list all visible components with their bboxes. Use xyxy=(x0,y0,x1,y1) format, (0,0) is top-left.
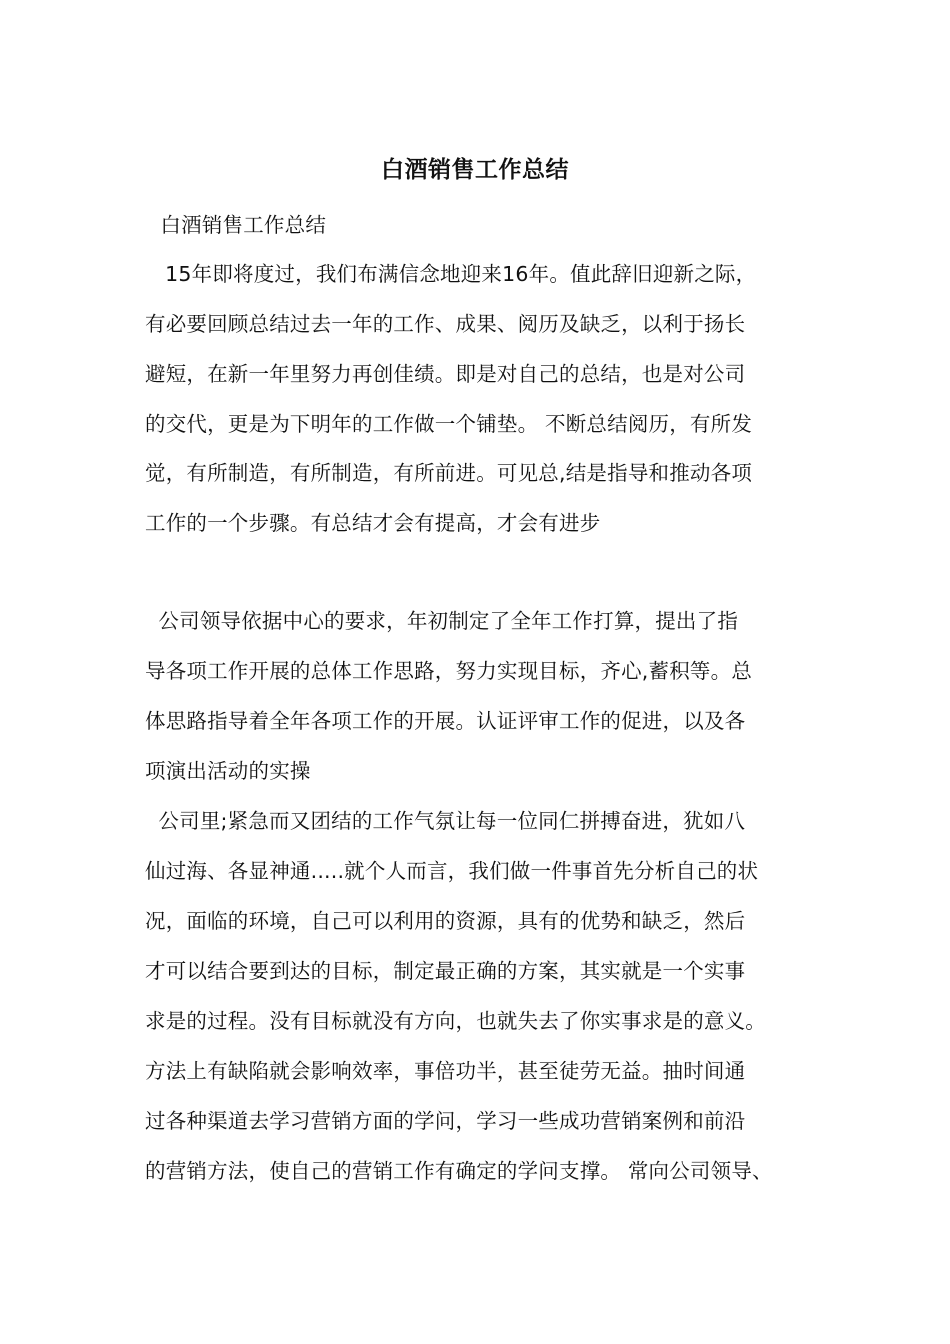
document-title: 白酒销售工作总结 xyxy=(381,157,569,183)
text-line: 白酒销售工作总结 xyxy=(147,213,327,237)
text-line: 有必要回顾总结过去一年的工作、成果、阅历及缺乏，以利于扬长 xyxy=(145,312,746,336)
text-line: 项演出活动的实操 xyxy=(145,759,311,783)
text-line: 的交代，更是为下明年的工作做一个铺垫。 不断总结阅历，有所发 xyxy=(145,412,753,436)
text-line: 15年即将度过，我们布满信念地迎来16年。值此辞旧迎新之际， xyxy=(145,262,757,286)
text-line: 求是的过程。没有目标就没有方向，也就失去了你实事求是的意义。 xyxy=(145,1009,766,1033)
text-line: 过各种渠道去学习营销方面的学问，学习一些成功营销案例和前沿 xyxy=(145,1109,746,1133)
text-line: 公司里;紧急而又团结的工作气氛让每一位同仁拼搏奋进，犹如八 xyxy=(145,809,746,833)
text-line: 工作的一个步骤。有总结才会有提高，才会有进步 xyxy=(145,511,601,535)
text-line: 才可以结合要到达的目标，制定最正确的方案，其实就是一个实事 xyxy=(145,959,746,983)
text-line: 仙过海、各显神通.....就个人而言，我们做一件事首先分析自己的状 xyxy=(145,859,759,883)
text-line: 的营销方法，使自己的营销工作有确定的学问支撑。 常向公司领导、 xyxy=(145,1159,773,1183)
text-line: 况，面临的环境，自己可以利用的资源，具有的优势和缺乏，然后 xyxy=(145,909,746,933)
text-line: 避短，在新一年里努力再创佳绩。即是对自己的总结，也是对公司 xyxy=(145,362,746,386)
text-line: 公司领导依据中心的要求，年初制定了全年工作打算，提出了指 xyxy=(145,609,739,633)
text-line: 方法上有缺陷就会影响效率，事倍功半，甚至徒劳无益。抽时间通 xyxy=(145,1059,746,1083)
text-line: 觉，有所制造，有所制造，有所前进。可见总,结是指导和推动各项 xyxy=(145,461,753,485)
text-line: 导各项工作开展的总体工作思路，努力实现目标，齐心,蓄积等。总 xyxy=(145,659,753,683)
text-line: 体思路指导着全年各项工作的开展。认证评审工作的促进，以及各 xyxy=(145,709,746,733)
